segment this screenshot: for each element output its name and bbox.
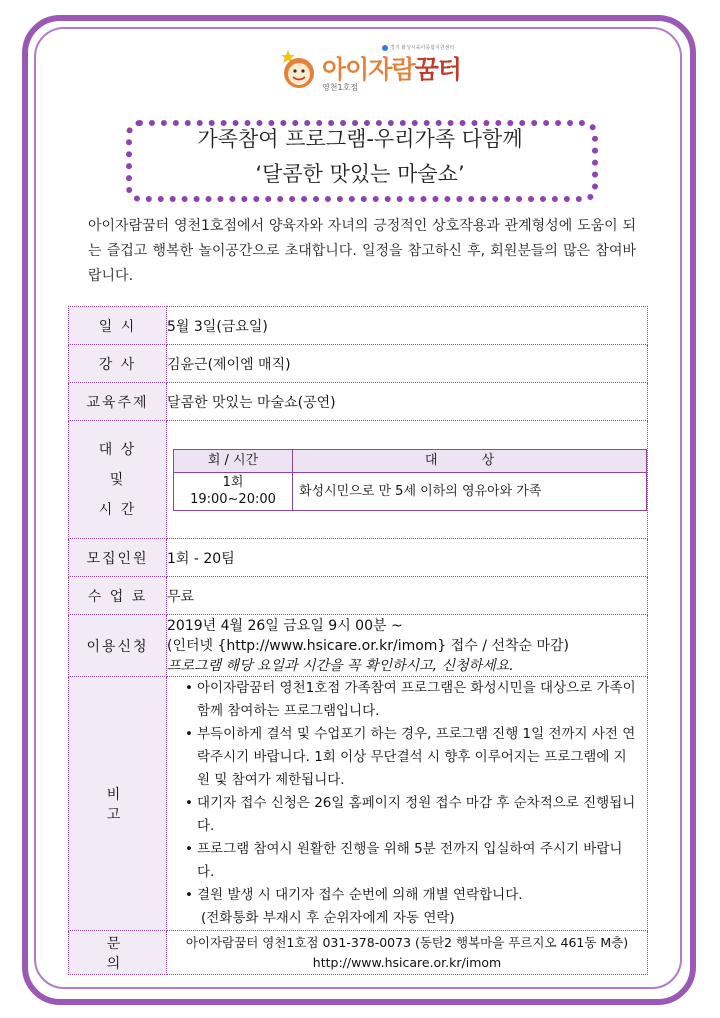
- row-contact: [69, 931, 648, 975]
- label-date: 일 시: [69, 307, 167, 345]
- session-cell: 1회 19:00~20:00: [174, 472, 293, 510]
- value-fee: 무료: [167, 577, 648, 615]
- schedule-table: [173, 449, 647, 511]
- row-apply: [69, 615, 648, 677]
- logo: [278, 44, 474, 100]
- remark-sub: (전화통화 부재시 후 순위자에게 자동 연락): [201, 910, 455, 926]
- label-lecturer: 강 사: [69, 345, 167, 383]
- schedule-header: [174, 449, 647, 472]
- remark-item: • 대기자 접수 신청은 26일 홈페이지 정원 접수 마감 후 순차적으로 진행됩니다.: [185, 792, 637, 838]
- value-remarks: [167, 677, 648, 931]
- smiley-logo-icon: [278, 50, 318, 90]
- contact-url[interactable]: http://www.hsicare.or.kr/imom: [312, 954, 502, 970]
- remark-item: • 결원 발생 시 대기자 접수 순번에 의해 개별 연락합니다. (전화통화 부재시 후 순위자에게 자동 연락): [185, 884, 637, 930]
- value-apply: 2019년 4월 26일 금요일 9시 00분 ~ (인터넷 {http://www.hsicare.or.kr/imom} 접수 / 선착순 마감) 프로그램 해당 요일과 시간을 꼭 확인하시고, 신청하세요.: [167, 615, 648, 677]
- apply-note: 프로그램 해당 요일과 시간을 꼭 확인하시고, 신청하세요.: [167, 657, 514, 674]
- logo-branch: 영천1호점: [322, 83, 359, 92]
- remarks-list: [167, 677, 647, 930]
- label-target: 대 상 및 시 간: [69, 421, 167, 539]
- row-topic: [69, 383, 648, 421]
- title-line-2: ‘달콤한 맛있는 마술쇼’: [255, 162, 465, 186]
- row-target: [69, 421, 648, 539]
- value-contact: 아이자람꿈터 영천1호점 031-378-0073 (동탄2 행복마을 푸르지오 461동 M층) http://www.hsicare.or.kr/imom: [167, 931, 648, 975]
- value-target: [167, 421, 648, 539]
- value-date: 5월 3일(금요일): [167, 307, 648, 345]
- row-remarks: [69, 677, 648, 931]
- remark-item: • 프로그램 참여시 원활한 진행을 위해 5분 전까지 입실하여 주시기 바랍니다.: [185, 838, 637, 884]
- row-capacity: [69, 539, 648, 577]
- label-capacity: 모집인원: [69, 539, 167, 577]
- org-dot-icon: [382, 45, 388, 51]
- label-topic: 교육주제: [69, 383, 167, 421]
- value-topic: 달콤한 맛있는 마술쇼(공연): [167, 383, 648, 421]
- logo-org: 경기 화성시육아종합지원센터: [382, 44, 454, 51]
- row-lecturer: [69, 345, 648, 383]
- logo-name: 아이자람꿈터: [322, 55, 461, 84]
- remark-item: • 아이자람꿈터 영천1호점 가족참여 프로그램은 화성시민을 대상으로 가족이 함께 참여하는 프로그램입니다.: [185, 677, 637, 723]
- label-apply: 이용신청: [69, 615, 167, 677]
- value-capacity: 1회 - 20팀: [167, 539, 648, 577]
- target-cell: 화성시민으로 만 5세 이하의 영유아와 가족: [293, 472, 647, 510]
- title-line-1: 가족참여 프로그램-우리가족 다함께: [197, 127, 523, 151]
- label-contact: 문 의: [69, 931, 167, 975]
- row-date: [69, 307, 648, 345]
- header-target: 대 상: [293, 449, 647, 472]
- label-remarks: 비 고: [69, 677, 167, 931]
- row-fee: [69, 577, 648, 615]
- info-table: [68, 306, 648, 975]
- schedule-row: [174, 472, 647, 510]
- intro-text: 아이자람꿈터 영천1호점에서 양육자와 자녀의 긍정적인 상호작용과 관계형성에 도움이 되는 즐겁고 행복한 놀이공간으로 초대합니다. 일정을 참고하신 후, 회원분들의 많은 참여바랍니다.: [88, 218, 636, 284]
- label-fee: 수 업 료: [69, 577, 167, 615]
- remark-item: • 부득이하게 결석 및 수업포기 하는 경우, 프로그램 진행 1일 전까지 사전 연락주시기 바랍니다. 1회 이상 무단결석 시 향후 이루어지는 프로그램에 지원 및 참여가 제한됩니다.: [185, 723, 637, 792]
- value-lecturer: 김윤근(제이엠 매직): [167, 345, 648, 383]
- header-session: 회 / 시간: [174, 449, 293, 472]
